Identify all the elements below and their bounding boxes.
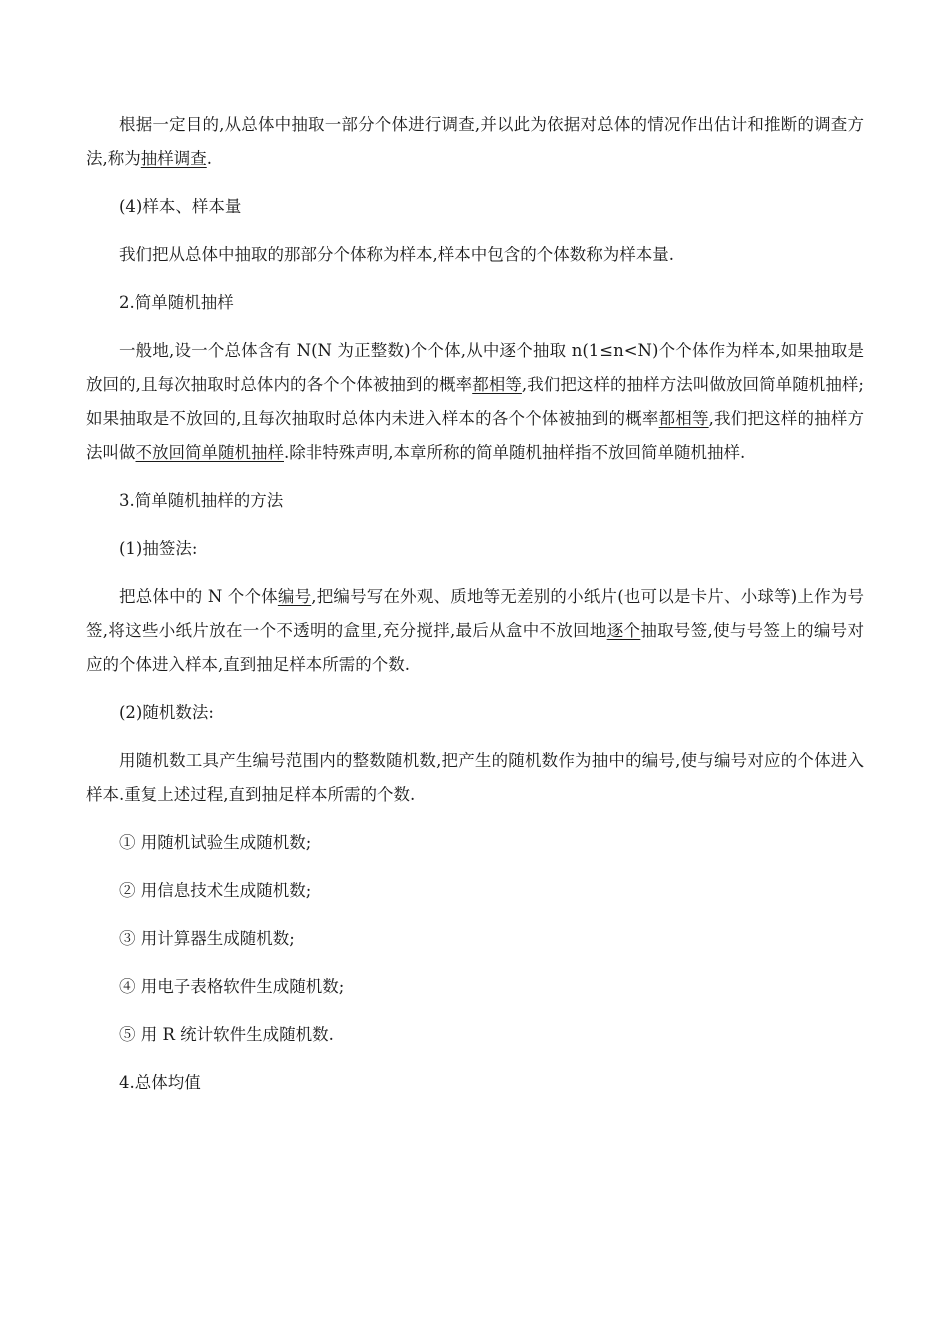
srs-definition-paragraph [86, 334, 864, 470]
srs-text-4: .除非特殊声明,本章所称的简单随机抽样指不放回简单随机抽样. [284, 443, 746, 462]
lottery-term-numbering: 编号 [277, 587, 312, 606]
document-page [86, 108, 864, 1114]
srs-text-1: 一般地,设一个总体含有 N(N 为正整数)个个体,从中逐个抽取 n(1≤n<N)个个体作为样本,如果抽取是放回的,且每次抽取时总体内的各个个体被抽到的概率 [86, 341, 864, 394]
random-method-item: ② 用信息技术生成随机数; [119, 881, 312, 900]
lottery-text-2: ,把编号写在外观、质地等无差别的小纸片(也可以是卡片、小球等)上作为号签,将这些小纸片放在一个不透明的盒里,充分搅拌,最后从盒中不放回地 [86, 587, 864, 640]
random-method-item: ④ 用电子表格软件生成随机数; [119, 977, 345, 996]
sampling-survey-end: . [206, 149, 212, 168]
sampling-survey-text: 根据一定目的,从总体中抽取一部分个体进行调查,并以此为依据对总体的情况作出估计和推断的调查方法,称为 [86, 115, 864, 168]
population-mean-heading: 4.总体均值 [119, 1073, 201, 1092]
lottery-term-one-by-one: 逐个 [606, 621, 641, 640]
lottery-text-3: 抽取号签,使与号签上的编号对应的个体进入样本,直到抽足样本所需的个数. [86, 621, 864, 674]
sample-definition: 我们把从总体中抽取的那部分个体称为样本,样本中包含的个体数称为样本量. [119, 245, 674, 264]
lottery-heading: (1)抽签法: [119, 539, 198, 558]
srs-text-3: ,我们把这样的抽样方法叫做 [86, 409, 864, 462]
srs-term-without-replacement: 不放回简单随机抽样 [135, 443, 284, 462]
random-method-item: ⑤ 用 R 统计软件生成随机数. [119, 1025, 334, 1044]
lottery-paragraph [86, 580, 864, 682]
sampling-survey-paragraph [86, 108, 864, 176]
random-paragraph: 用随机数工具产生编号范围内的整数随机数,把产生的随机数作为抽中的编号,使与编号对应的个体进入样本.重复上述过程,直到抽足样本所需的个数. [86, 751, 864, 804]
sample-heading: (4)样本、样本量 [119, 197, 242, 216]
srs-heading: 2.简单随机抽样 [119, 293, 234, 312]
random-heading: (2)随机数法: [119, 703, 214, 722]
srs-term-equal-2: 都相等 [658, 409, 709, 428]
sampling-survey-term: 抽样调查 [140, 149, 207, 168]
methods-heading: 3.简单随机抽样的方法 [119, 491, 284, 510]
lottery-text-1: 把总体中的 N 个个体 [119, 587, 278, 606]
random-method-item: ③ 用计算器生成随机数; [119, 929, 295, 948]
random-method-item: ① 用随机试验生成随机数; [119, 833, 312, 852]
srs-term-equal-1: 都相等 [472, 375, 522, 394]
srs-text-2: ,我们把这样的抽样方法叫做放回简单随机抽样;如果抽取是不放回的,且每次抽取时总体内未进入样本的各个个体被抽到的概率 [86, 375, 864, 428]
